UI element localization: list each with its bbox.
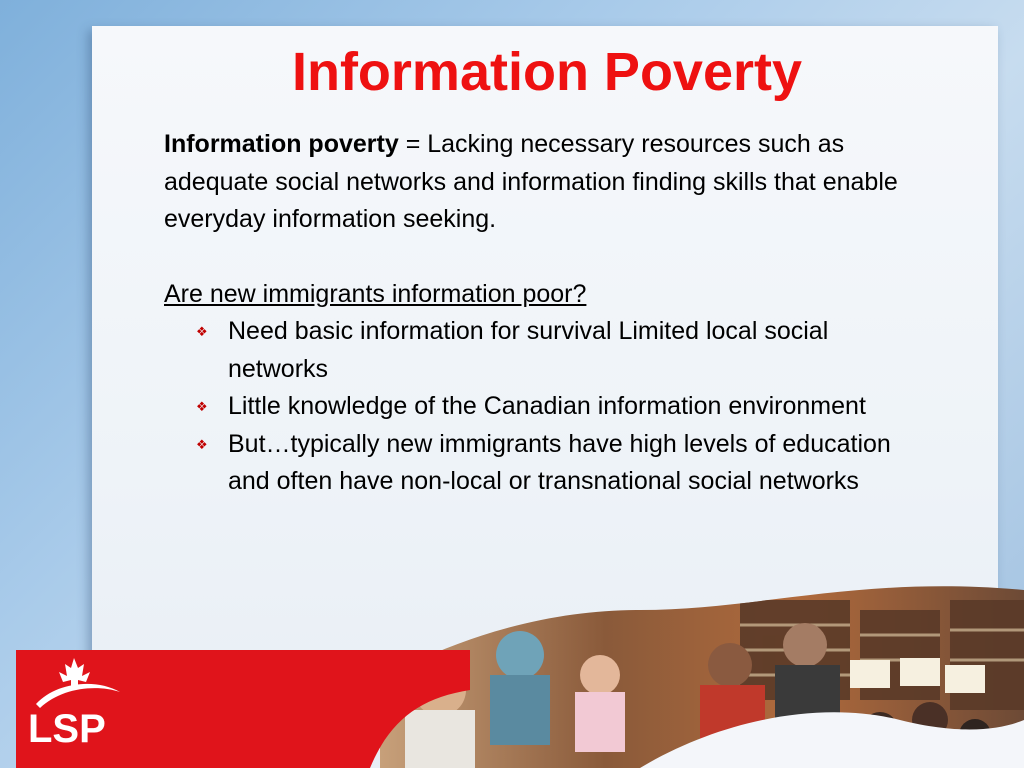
logo-text: LSP xyxy=(28,707,106,751)
definition-term: Information poverty xyxy=(164,130,399,158)
slide-title: Information Poverty xyxy=(291,42,803,102)
bullet-list xyxy=(164,313,904,501)
bullet-text: But…typically new immigrants have high levels of education and often have non-local or transnational social networks xyxy=(228,429,891,495)
list-item xyxy=(196,388,904,426)
maple-leaf-icon xyxy=(36,658,120,708)
diamond-flower-icon: ❖ xyxy=(196,436,208,452)
definition-equals: = xyxy=(398,130,428,158)
definition-text-rest: such as adequate social networks and information finding skills that enable everyday information seeking. xyxy=(164,130,898,233)
question-heading: Are new immigrants information poor? xyxy=(164,279,587,308)
bullet-text: Little knowledge of the Canadian information environment xyxy=(228,392,866,420)
diamond-flower-icon: ❖ xyxy=(196,324,208,339)
lsp-logo xyxy=(16,652,134,754)
definition-text-line1: Lacking necessary resources xyxy=(427,130,752,158)
list-item xyxy=(196,313,904,388)
slide-content xyxy=(164,126,904,501)
definition-paragraph xyxy=(164,126,904,239)
bullet-text: Need basic information for survival Limited local social networks xyxy=(228,317,829,383)
list-item xyxy=(196,426,904,501)
diamond-flower-icon: ❖ xyxy=(196,399,208,414)
